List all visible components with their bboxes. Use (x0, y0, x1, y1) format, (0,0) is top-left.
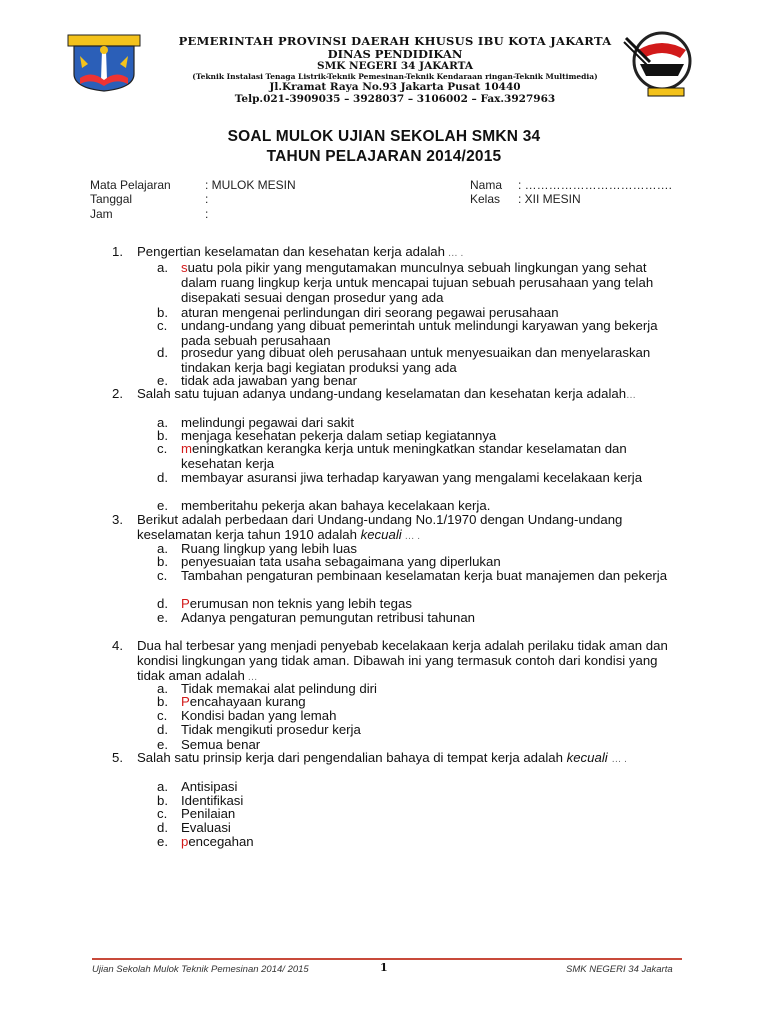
footer-school: SMK NEGERI 34 Jakarta (566, 964, 673, 975)
letterhead-line-school: SMK NEGERI 34 JAKARTA (316, 60, 473, 72)
class-value: : XII MESIN (518, 192, 581, 206)
letterhead-line-department: DINAS PENDIDIKAN (327, 47, 463, 61)
name-label: Nama (470, 178, 503, 192)
jaya-raya-emblem-icon (66, 34, 142, 92)
subject-label: Mata Pelajaran (90, 178, 171, 192)
class-label: Kelas (470, 192, 501, 206)
subject-value: : MULOK MESIN (205, 178, 296, 192)
letterhead-line-programs: (Teknik Instalasi Tenaga Listrik-Teknik Pemesinan-Teknik Kendaraan ringan-Teknik Multimedia) (192, 72, 598, 81)
footer-rule (92, 958, 682, 960)
exam-title: SOAL MULOK UJIAN SEKOLAH SMKN 34 (227, 128, 541, 145)
date-value: : (205, 192, 209, 206)
smk-34-emblem-icon (620, 28, 706, 98)
name-value: : ………………………………. (518, 178, 673, 192)
exam-page: PEMERINTAH PROVINSI DAERAH KHUSUS IBU KOTA JAKARTA DINAS PENDIDIKAN SMK NEGERI 34 JAKARTA (Teknik Instalasi Tenaga Listrik-Teknik Pemesinan-Teknik Kendaraan ringan-Teknik Multimedia) Jl.Kramat Raya No.93 Jakarta Pusat 10440 Telp.021-3909035 – 3928037 – 3106002 – Fax.3927963 SOAL MULOK UJIAN SEKOLAH SMKN 34 TAHUN PELAJARAN 2014/2015 Mata Pelajaran : MULOK MESIN Tanggal : Jam : Nama : ………………………………. Kelas : XII MESIN 1. Pengertian keselamatan dan kesehatan kerja adalah … . a. suatu pola pikir yang mengutamakan munculnya sebuah lingkungan yang sehat dalam ruang lingkup kerja untuk mencapai tujuan sebuah perusahaan yang telah disepakati sesuai dengan prosedur yang ada b. aturan mengenai perlindungan diri seorang pegawai perusahaan c. undang-undang yang dibuat pemerintah untuk melindungi karyawan yang bekerja pada sebuah perusahaan d. prosedur yang dibuat oleh perusahaan untuk menyesuaikan dan menyelaraskan tindakan kerja bagi kegiatan produksi yang ada e. tidak ada jawaban yang benar 2. Salah satu tujuan adanya undang-undang keselamatan dan kesehatan kerja adalah… a. melindungi pegawai dari sakit b. menjaga kesehatan pekerja dalam setiap kegiatannya c. meningkatkan kerangka kerja untuk meningkatkan standar keselamatan dan kesehatan kerja d. membayar asuransi jiwa terhadap karyawan yang mengalami kecelakaan kerja e. memberitahu pekerja akan bahaya kecelakaan kerja. 3. Berikut adalah perbedaan dari Undang-undang No.1/1970 dengan Undang-undang keselamatan kerja tahun 1910 adalah kecuali … . a. Ruang lingkup yang lebih luas b. penyesuaian tata usaha sebagaimana yang diperlukan c. Tambahan pengaturan pembinaan keselamatan kerja buat manajemen dan pekerja d. Perumusan non teknis yang lebih tegas e. Adanya pengaturan pemungutan retribusi tahunan 4. Dua hal terbesar yang menjadi penyebab kecelakaan kerja adalah perilaku tidak aman dan kondisi lingkungan yang tidak aman. Dibawah ini yang termasuk contoh dari kondisi yang tidak aman adalah … a. Tidak memakai alat pelindung diri b. Pencahayaan kurang c. Kondisi badan yang lemah d. Tidak mengikuti prosedur kerja e. Semua benar 5. Salah satu prinsip kerja dari pengendalian bahaya di tempat kerja adalah kecuali … . a. Antisipasi b. Identifikasi c. Penilaian d. Evaluasi e. pencegahan Ujian Sekolah Mulok Teknik Pemesinan 2014/ 2015 1 SMK NEGERI 34 Jakarta (0, 0, 768, 1024)
question-text: Salah satu prinsip kerja dari pengendalian bahaya di tempat kerja adalah (137, 750, 563, 765)
question-text: Salah satu tujuan adanya undang-undang keselamatan dan kesehatan kerja adalah (137, 386, 627, 401)
letterhead (60, 28, 710, 105)
time-label: Jam (90, 207, 113, 221)
footer-exam-name: Ujian Sekolah Mulok Teknik Pemesinan 2014/ 2015 (92, 964, 309, 975)
exam-year: TAHUN PELAJARAN 2014/2015 (266, 148, 502, 165)
question-text: Pengertian keselamatan dan kesehatan kerja adalah (137, 244, 445, 259)
letterhead-line-address: Jl.Kramat Raya No.93 Jakarta Pusat 10440 (269, 81, 521, 93)
page-number: 1 (380, 961, 388, 974)
letterhead-line-phone: Telp.021-3909035 – 3928037 – 3106002 – Fax.3927963 (234, 93, 556, 105)
question-text: Berikut adalah perbedaan dari Undang-undang No.1/1970 dengan Undang-undang keselamatan kerja tahun 1910 adalah (137, 512, 623, 543)
time-value: : (205, 207, 209, 221)
date-label: Tanggal (90, 192, 133, 206)
question-text: Dua hal terbesar yang menjadi penyebab kecelakaan kerja adalah perilaku tidak aman dan kondisi lingkungan yang tidak aman. Dibawah ini yang termasuk contoh dari kondisi yang tidak aman adalah (137, 638, 668, 684)
letterhead-line-government: PEMERINTAH PROVINSI DAERAH KHUSUS IBU KOTA JAKARTA (178, 34, 612, 48)
